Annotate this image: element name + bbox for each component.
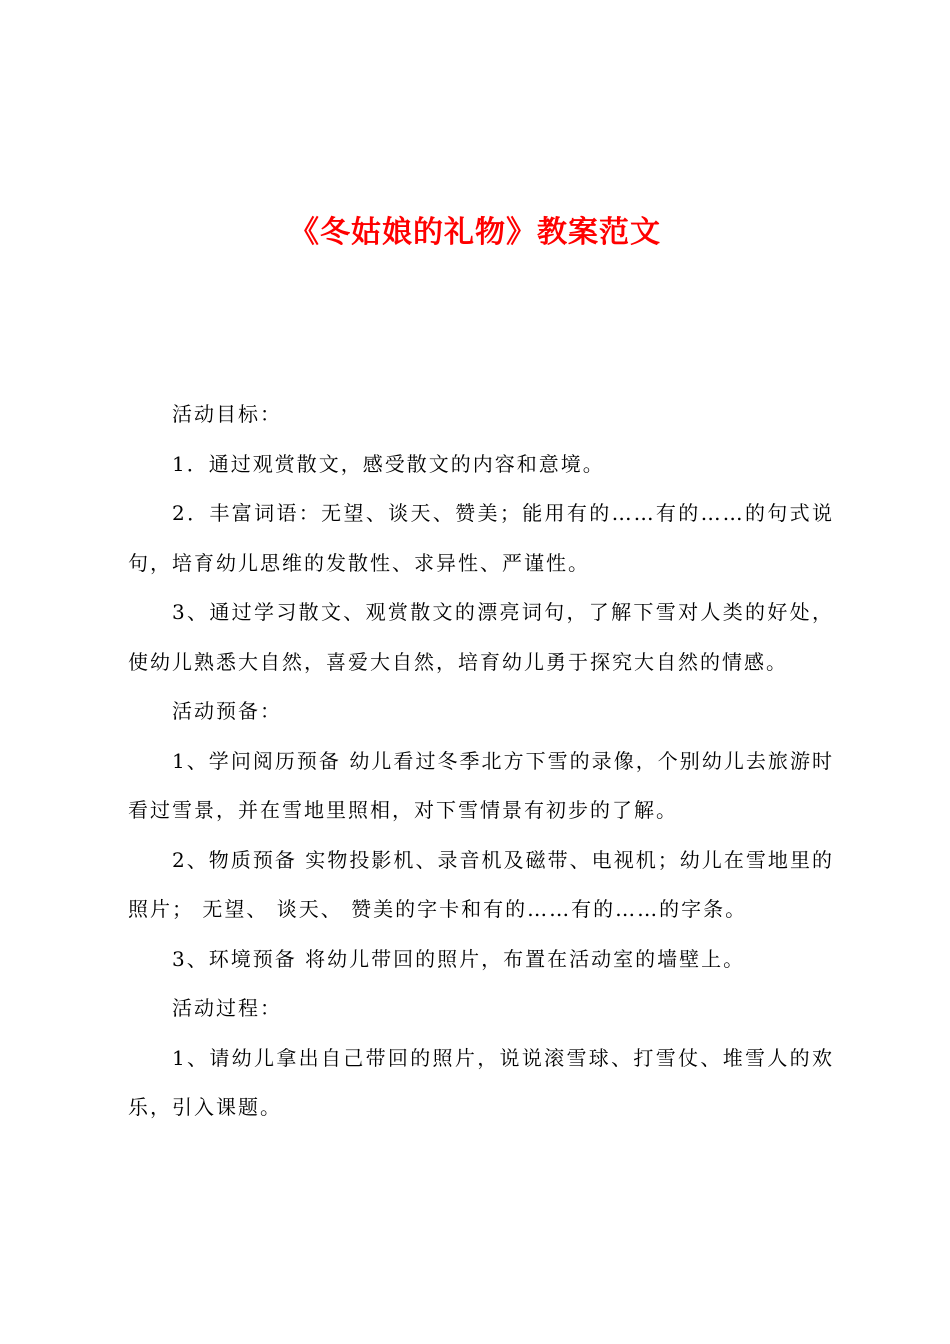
paragraph-preparation-3: 3、环境预备 将幼儿带回的照片，布置在活动室的墙壁上。 [172,946,746,971]
paragraph-goal-2: 2．丰富词语：无望、谈天、赞美；能用有的……有的……的句式说句，培育幼儿思维的发散性、求异性、严谨性。 [128,501,834,575]
paragraph-preparation-1: 1、学问阅历预备 幼儿看过冬季北方下雪的录像，个别幼儿去旅游时看过雪景，并在雪地里照相，对下雪情景有初步的了解。 [128,748,834,822]
paragraph-preparation-2: 2、物质预备 实物投影机、录音机及磁带、电视机；幼儿在雪地里的照片； 无望、 谈天、 赞美的字卡和有的……有的……的字条。 [128,847,834,921]
section-heading-goals: 活动目标： [172,402,282,426]
document-body [128,390,834,1133]
document-title: 《冬姑娘的礼物》教案范文 [289,215,661,250]
section-heading-preparation: 活动预备： [172,699,282,723]
paragraph-goal-3: 3、通过学习散文、观赏散文的漂亮词句，了解下雪对人类的好处，使幼儿熟悉大自然，喜爱大自然，培育幼儿勇于探究大自然的情感。 [128,600,834,674]
paragraph-goal-1: 1．通过观赏散文，感受散文的内容和意境。 [172,451,605,476]
paragraph-process-1: 1、请幼儿拿出自己带回的照片，说说滚雪球、打雪仗、堆雪人的欢乐，引入课题。 [128,1045,834,1119]
section-heading-process: 活动过程： [172,996,282,1020]
